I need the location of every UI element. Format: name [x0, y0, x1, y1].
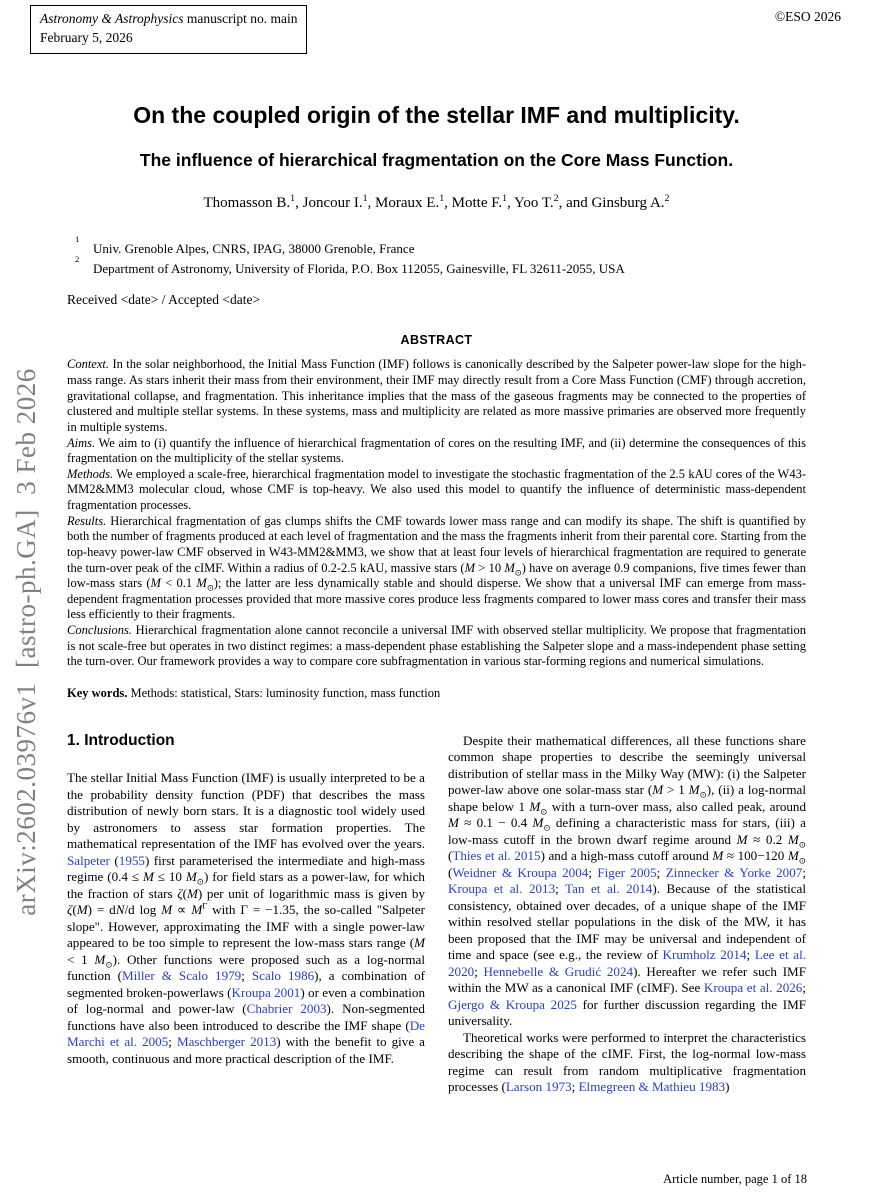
intro-paragraph-3: Theoretical works were performed to interpret the characteristics describing the shape of the cIMF. First, the log-normal low-mass regime can result from random multiplicative fragmentation processes (Larson 1973; Elmegreen & Mathieu 1983) — [448, 1029, 806, 1095]
citation-link[interactable]: Figer 2005 — [597, 864, 657, 880]
abstract-paragraph-methods — [67, 467, 806, 514]
section-1-heading: 1. Introduction — [67, 731, 175, 749]
abstract-section — [67, 357, 806, 670]
abstract-lead-methods: Methods. — [67, 466, 114, 481]
citation-link[interactable]: Scalo 1986 — [251, 968, 315, 984]
right-column — [448, 727, 806, 1096]
text-segment: M — [736, 831, 748, 847]
text-segment: Γ — [202, 900, 208, 911]
text-segment: M — [161, 902, 173, 918]
citation-link[interactable]: Kroupa et al. 2013 — [448, 881, 556, 897]
citation-link[interactable]: Hennebelle & Grudić 2024 — [483, 963, 634, 979]
affiliation-text: Department of Astronomy, University of Florida, P.O. Box 112055, Gainesville, FL 32611-2055, USA — [93, 260, 625, 276]
text-segment: ⊙ — [196, 876, 205, 887]
citation-link[interactable]: Kroupa et al. 2026 — [703, 980, 803, 996]
abstract-paragraph-aims — [67, 436, 806, 467]
text-segment: 1 — [439, 193, 445, 205]
abstract-lead-results: Results. — [67, 513, 107, 528]
abstract-paragraph-conclusions — [67, 623, 806, 670]
journal-manuscript-line: Astronomy & Astrophysics manuscript no. main — [40, 11, 298, 26]
text-segment: M — [191, 902, 203, 918]
abstract-text-context: In the solar neighborhood, the Initial Mass Function (IMF) follows is canonically described by the Salpeter power-law slope for the high-mass range. As stars inherit their mass from their environment, their IMF may directly result from a Core Mass Function (CMF) through accretion, gravitational collapse, and fragmentation. This inheritance implies that the mass of the gaseous fragments may be connected to the properties of clustered and multiple stellar systems. In these systems, mass and multiplicity are related as more massive primaries are observed more frequently in multiple systems. — [67, 357, 806, 434]
text-segment: ζ — [67, 902, 73, 918]
affiliation-number: 1 — [75, 234, 80, 245]
citation-link[interactable]: Maschberger 2013 — [176, 1034, 277, 1050]
text-segment: M — [787, 831, 799, 847]
text-segment: ⊙ — [105, 959, 113, 970]
citation-link[interactable]: Lee et al. 2020 — [448, 947, 806, 979]
abstract-text-conclusions: Hierarchical fragmentation alone cannot reconcile a universal IMF with observed stellar multiplicity. We propose that fragmentation is not scale-free but operates in two distinct regimes: a mass-dependent phase establishing the Salpeter slope and a mass-independent phase setting the turn-over. Our framework provides a way to compare core subfragmentation in various star-forming regions and numerical simulations. — [67, 623, 806, 669]
text-segment: M — [142, 869, 154, 885]
citation-link[interactable]: Thies et al. 2015 — [452, 848, 541, 864]
text-segment: M — [414, 935, 425, 951]
text-segment: Astronomy & Astrophysics — [40, 11, 184, 26]
abstract-text-aims: We aim to (i) quantify the influence of hierarchical fragmentation of cores on the resulting IMF, and (ii) determine the consequences of this fragmentation on the multiplicity of the stellar systems. — [67, 435, 806, 466]
text-segment: M — [150, 576, 161, 591]
text-segment: M — [448, 815, 459, 831]
abstract-lead-aims: Aims. — [67, 435, 96, 450]
text-segment: M — [464, 560, 475, 575]
abstract-text-results: Hierarchical fragmentation of gas clumps shifts the CMF towards lower mass range and can modify its shape. The shift is quantified by both the number of fragments produced at each level of fragmentation and the mass the fragments inherit from their parental core. Starting from the top-heavy power-law CMF observed in W43-MM2&MM3, we show that at least four levels of hierarchical fragmentation are required to generate the turn-over peak of the cIMF. Within a radius of 0.2-2.5 kAU, massive stars (M > 10 $M_⊙$) have on average 0.9 companions, five times fewer than low-mass stars (M < 0.1 $M_⊙$); the latter are less dynamically stable and should disperse. We show that a universal IMF can emerge from mass-dependent fragmentation processes provided that more massive cores produce less fragments compared to lower mass cores and transfer their mass less efficiently to their fragments. — [67, 513, 806, 622]
text-segment: ⊙ — [540, 806, 548, 817]
text-segment: 1 — [362, 193, 368, 205]
citation-link[interactable]: Gjergo & Kroupa 2025 — [448, 996, 577, 1012]
intro-paragraph-2: Despite their mathematical differences, all these functions share common shape properties to describe the seemingly universal distribution of stellar mass in the Milky Way (MW): (i) the Salpeter power-law above one solar-mass star (M > 1 $M_⊙$), (ii) a log-normal shape below 1 $M_⊙$ with a turn-over mass, also called peak, around M ≈ 0.1 − 0.4 $M_⊙$ defining a characteristic mass for stars, (iii) a low-mass cutoff in the brown dwarf regime around M ≈ 0.2 $M_⊙$ (Thies et al. 2015) and a high-mass cutoff around M ≈ 100−120 $M_⊙$ (Weidner & Kroupa 2004; Figer 2005; Zinnecker & Yorke 2007; Kroupa et al. 2013; Tan et al. 2014). Because of the statistical consistency, obtained over decades, of a unique shape of the IMF within resolved stellar populations in the disk of the MW, it has been proposed that the IMF may be universal and independent of time and space (see e.g., the review of Krumholz 2014; Lee et al. 2020; Hennebelle & Grudić 2024). Hereafter we refer such IMF within the MW as a canonical IMF (cIMF). See Kroupa et al. 2026; Gjergo & Kroupa 2025 for further discussion regarding the IMF universality. — [448, 732, 807, 1029]
text-segment: M — [185, 869, 197, 885]
citation-link[interactable]: De Marchi et al. 2005 — [67, 1017, 425, 1050]
citation-link[interactable]: Chabrier 2003 — [246, 1001, 327, 1017]
text-segment: ⊙ — [543, 822, 551, 833]
citation-link[interactable]: Zinnecker & Yorke 2007 — [665, 864, 803, 880]
text-segment: M — [712, 848, 724, 864]
text-segment: M — [532, 815, 544, 831]
two-column-layout — [67, 727, 806, 1096]
text-segment: ζ — [177, 885, 183, 901]
text-segment: M — [652, 782, 664, 798]
paper-body — [67, 102, 806, 1096]
text-segment: M — [76, 902, 88, 918]
citation-link[interactable]: 1955 — [118, 852, 145, 868]
received-accepted-line: Received <date> / Accepted <date> — [67, 292, 261, 308]
text-segment: M — [688, 782, 700, 798]
intro-paragraph-1: The stellar Initial Mass Function (IMF) is usually interpreted to be a the probability density function (PDF) that describes the mass distribution of newly born stars. It is a diagnostic tool widely used by astronomers to assess star formation properties. The mathematical representation of the IMF has evolved over the years. Salpeter (1955) first parameterised the intermediate and high-mass regime (0.4 ≤ M ≤ 10 $M_⊙$) for field stars as a power-law, for which the fraction of stars ζ(M) per unit of logarithmic mass is given by ζ(M) = dN/d $\log M \propto M^\Gamma$ with Γ = −1.35, the so-called "Salpeter slope". However, approximating the IMF with a single power-law appeared to be too simple to represent the low-mass stars range (M < 1 $M_⊙$). Other functions were proposed such as a log-normal function (Miller & Scalo 1979; Scalo 1986), a combination of segmented broken-powerlaws (Kroupa 2001) or even a combination of log-normal and power-law (Chabrier 2003). Non-segmented functions have also been introduced to describe the IMF shape (De Marchi et al. 2005; Maschberger 2013) with the benefit to give a smooth, continuous and more practical description of the IMF. — [67, 770, 425, 1066]
text-segment: ⊙ — [798, 839, 806, 850]
keywords-text: Methods: statistical, Stars: luminosity function, mass function — [130, 685, 441, 700]
text-segment: M — [504, 560, 515, 575]
citation-link[interactable]: Weidner & Kroupa 2004 — [452, 864, 589, 880]
left-column — [67, 727, 425, 1096]
keywords-line — [67, 686, 806, 701]
manuscript-info-box — [30, 5, 307, 54]
text-segment: M — [196, 576, 207, 591]
author-list: Thomasson B.$^1$, Joncour I.$^1$, Moraux E.$^1$, Motte F.$^1$, Yoo T.$^2$, and Ginsburg A.$^2$ — [203, 193, 670, 212]
text-segment: M — [529, 798, 541, 814]
text-segment: 2 — [553, 193, 559, 205]
copyright-notice: ©ESO 2026 — [774, 9, 841, 24]
citation-link[interactable]: Miller & Scalo 1979 — [122, 968, 242, 984]
text-segment: M — [787, 848, 799, 864]
affiliation-list — [67, 234, 806, 278]
text-segment: N — [115, 902, 125, 918]
affiliation-number: 2 — [75, 253, 80, 264]
text-segment: 1 — [502, 193, 508, 205]
affiliation-item — [75, 253, 806, 279]
citation-link[interactable]: Kroupa 2001 — [231, 984, 301, 1000]
citation-link[interactable]: Salpeter — [67, 852, 110, 868]
paper-title: On the coupled origin of the stellar IMF and multiplicity. — [133, 102, 740, 128]
text-segment: ⊙ — [206, 583, 214, 593]
abstract-heading: ABSTRACT — [400, 333, 473, 348]
page-footer: Article number, page 1 of 18 — [663, 1172, 807, 1186]
text-segment: 2 — [664, 193, 670, 205]
affiliation-item — [75, 234, 806, 259]
text-segment: M — [186, 885, 198, 901]
arxiv-watermark: arXiv:2602.03976v1 [astro-ph.GA] 3 Feb 2026 — [11, 368, 41, 916]
abstract-lead-context: Context. — [67, 357, 110, 372]
paper-subtitle: The influence of hierarchical fragmentation on the Core Mass Function. — [139, 150, 734, 171]
citation-link[interactable]: Larson 1973 — [505, 1079, 572, 1095]
text-segment: M — [94, 951, 106, 967]
text-segment: ⊙ — [798, 855, 806, 866]
text-segment: ⊙ — [514, 568, 522, 578]
citation-link[interactable]: Krumholz 2014 — [662, 947, 747, 963]
keywords-label: Key words. — [67, 685, 128, 700]
manuscript-date: February 5, 2026 — [40, 29, 133, 45]
citation-link[interactable]: Tan et al. 2014 — [565, 881, 653, 897]
text-segment: 1 — [290, 193, 296, 205]
abstract-text-methods: We employed a scale-free, hierarchical fragmentation model to investigate the stochastic fragmentation of the 2.5 kAU cores of the W43-MM2&MM3 molecular cloud, whose CMF is top-heavy. We also used this model to quantify the influence of deterministic mass-dependent fragmentation processes. — [67, 466, 806, 513]
abstract-paragraph-results — [67, 514, 806, 623]
affiliation-text: Univ. Grenoble Alpes, CNRS, IPAG, 38000 Grenoble, France — [93, 241, 415, 257]
citation-link[interactable]: Elmegreen & Mathieu 1983 — [578, 1079, 726, 1095]
abstract-paragraph-context — [67, 357, 806, 435]
text-segment: ⊙ — [699, 790, 707, 800]
abstract-lead-conclusions: Conclusions. — [67, 623, 132, 638]
